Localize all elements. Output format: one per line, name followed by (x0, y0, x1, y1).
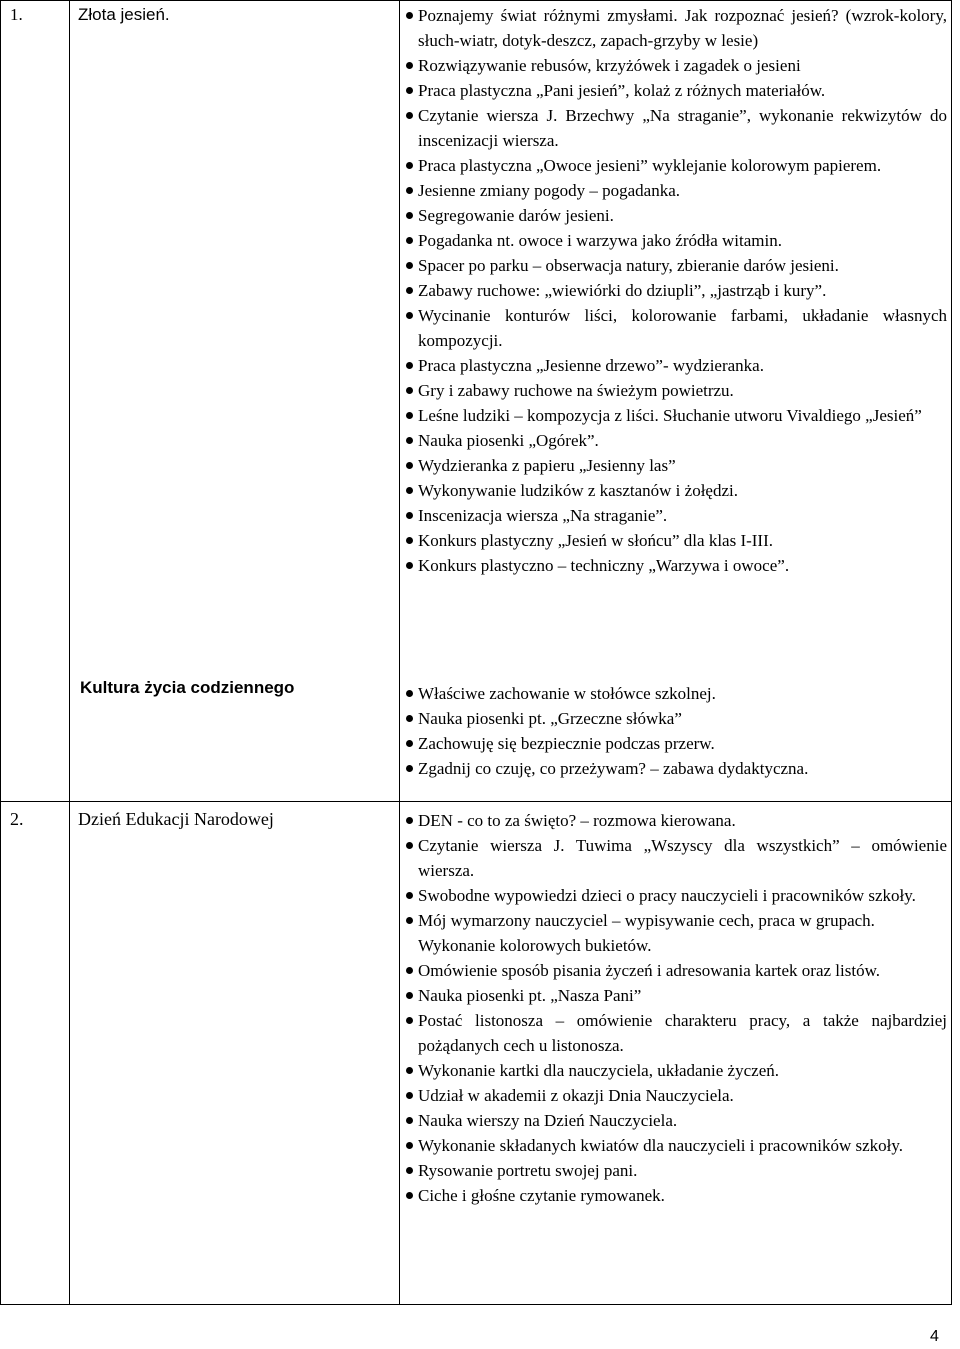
bullet-icon (406, 1117, 413, 1124)
list-item: Praca plastyczna „Pani jesień”, kolaż z różnych materiałów. (404, 78, 947, 103)
list-item: Nauka piosenki pt. „Grzeczne słówka” (404, 706, 947, 731)
bullet-icon (406, 462, 413, 469)
list-item: Praca plastyczna „Jesienne drzewo”- wydzieranka. (404, 353, 947, 378)
bullet-icon (406, 740, 413, 747)
bullet-icon (406, 87, 413, 94)
bullet-icon (406, 842, 413, 849)
bullet-icon (406, 715, 413, 722)
bullet-icon (406, 62, 413, 69)
list-item: Ciche i głośne czytanie rymowanek. (404, 1183, 947, 1208)
bullet-icon (406, 162, 413, 169)
list-item: Gry i zabawy ruchowe na świeżym powietrzu. (404, 378, 947, 403)
bullet-icon (406, 437, 413, 444)
list-item: Rozwiązywanie rebusów, krzyżówek i zagadek o jesieni (404, 53, 947, 78)
list-item: Mój wymarzony nauczyciel – wypisywanie cech, praca w grupach. (404, 908, 947, 933)
list-item: Właściwe zachowanie w stołówce szkolnej. (404, 681, 947, 706)
list-item: Nauka wierszy na Dzień Nauczyciela. (404, 1108, 947, 1133)
list-item: Rysowanie portretu swojej pani. (404, 1158, 947, 1183)
bullet-icon (406, 187, 413, 194)
list-item: Nauka piosenki pt. „Nasza Pani” (404, 983, 947, 1008)
list-item: Praca plastyczna „Owoce jesieni” wyklejanie kolorowym papierem. (404, 153, 947, 178)
bullet-icon (406, 690, 413, 697)
activity-list (404, 808, 947, 1208)
bullet-icon (406, 112, 413, 119)
list-item: DEN - co to za święto? – rozmowa kierowana. (404, 808, 947, 833)
table-divider (399, 0, 400, 1305)
list-item: Wydzieranka z papieru „Jesienny las” (404, 453, 947, 478)
list-item: Wykonywanie ludzików z kasztanów i żołędzi. (404, 478, 947, 503)
bullet-icon (406, 512, 413, 519)
list-item: Konkurs plastyczny „Jesień w słońcu” dla klas I-III. (404, 528, 947, 553)
bullet-icon (406, 412, 413, 419)
list-item: Spacer po parku – obserwacja natury, zbieranie darów jesieni. (404, 253, 947, 278)
page-number: 4 (930, 1328, 939, 1345)
bullet-icon (406, 537, 413, 544)
section-number: 2. (10, 809, 24, 829)
list-item: Udział w akademii z okazji Dnia Nauczyciela. (404, 1083, 947, 1108)
bullet-icon (406, 237, 413, 244)
list-item: Nauka piosenki „Ogórek”. (404, 428, 947, 453)
list-item: Konkurs plastyczno – techniczny „Warzywa i owoce”. (404, 553, 947, 578)
list-item: Zgadnij co czuję, co przeżywam? – zabawa dydaktyczna. (404, 756, 947, 781)
bullet-icon (406, 1142, 413, 1149)
list-item: Wykonanie kartki dla nauczyciela, układanie życzeń. (404, 1058, 947, 1083)
section-title: Kultura życia codziennego (80, 678, 295, 697)
bullet-icon (406, 967, 413, 974)
bullet-icon (406, 892, 413, 899)
section-number: 1. (10, 5, 23, 24)
list-item: Zabawy ruchowe: „wiewiórki do dziupli”, „jastrząb i kury”. (404, 278, 947, 303)
list-item: Czytanie wiersza J. Tuwima „Wszyscy dla wszystkich” – omówienie wiersza. (404, 833, 947, 883)
bullet-icon (406, 287, 413, 294)
row-divider (0, 801, 952, 802)
bullet-icon (406, 562, 413, 569)
bullet-icon (406, 817, 413, 824)
bullet-icon (406, 262, 413, 269)
bullet-icon (406, 1092, 413, 1099)
list-item: Segregowanie darów jesieni. (404, 203, 947, 228)
activity-list (404, 3, 947, 578)
list-item: Wycinanie konturów liści, kolorowanie farbami, układanie własnych kompozycji. (404, 303, 947, 353)
list-item: Omówienie sposób pisania życzeń i adresowania kartek oraz listów. (404, 958, 947, 983)
bullet-icon (406, 212, 413, 219)
list-item: Swobodne wypowiedzi dzieci o pracy nauczycieli i pracowników szkoły. (404, 883, 947, 908)
bullet-icon (406, 1017, 413, 1024)
bullet-icon (406, 312, 413, 319)
bullet-icon (406, 1192, 413, 1199)
section-title: Złota jesień. (78, 5, 170, 24)
bullet-icon (406, 12, 413, 19)
list-item: Leśne ludziki – kompozycja z liści. Słuchanie utworu Vivaldiego „Jesień” (404, 403, 947, 428)
list-item: Jesienne zmiany pogody – pogadanka. (404, 178, 947, 203)
bullet-icon (406, 387, 413, 394)
bullet-icon (406, 765, 413, 772)
bullet-icon (406, 992, 413, 999)
bullet-icon (406, 917, 413, 924)
list-item: Wykonanie kolorowych bukietów. (418, 936, 652, 955)
list-item: Postać listonosza – omówienie charakteru pracy, a także najbardziej pożądanych cech u listonosza. (404, 1008, 947, 1058)
bullet-icon (406, 1167, 413, 1174)
list-item: Poznajemy świat różnymi zmysłami. Jak rozpoznać jesień? (wzrok-kolory, słuch-wiatr, dotyk-deszcz, zapach-grzyby w lesie) (404, 3, 947, 53)
bullet-icon (406, 362, 413, 369)
bullet-icon (406, 1067, 413, 1074)
table-divider (69, 0, 70, 1305)
list-item: Zachowuję się bezpiecznie podczas przerw. (404, 731, 947, 756)
activity-list (404, 681, 947, 781)
section-title: Dzień Edukacji Narodowej (78, 809, 274, 829)
list-item: Czytanie wiersza J. Brzechwy „Na straganie”, wykonanie rekwizytów do inscenizacji wiersza. (404, 103, 947, 153)
list-item: Inscenizacja wiersza „Na straganie”. (404, 503, 947, 528)
bullet-icon (406, 487, 413, 494)
list-item: Wykonanie składanych kwiatów dla nauczycieli i pracowników szkoły. (404, 1133, 947, 1158)
list-item: Pogadanka nt. owoce i warzywa jako źródła witamin. (404, 228, 947, 253)
